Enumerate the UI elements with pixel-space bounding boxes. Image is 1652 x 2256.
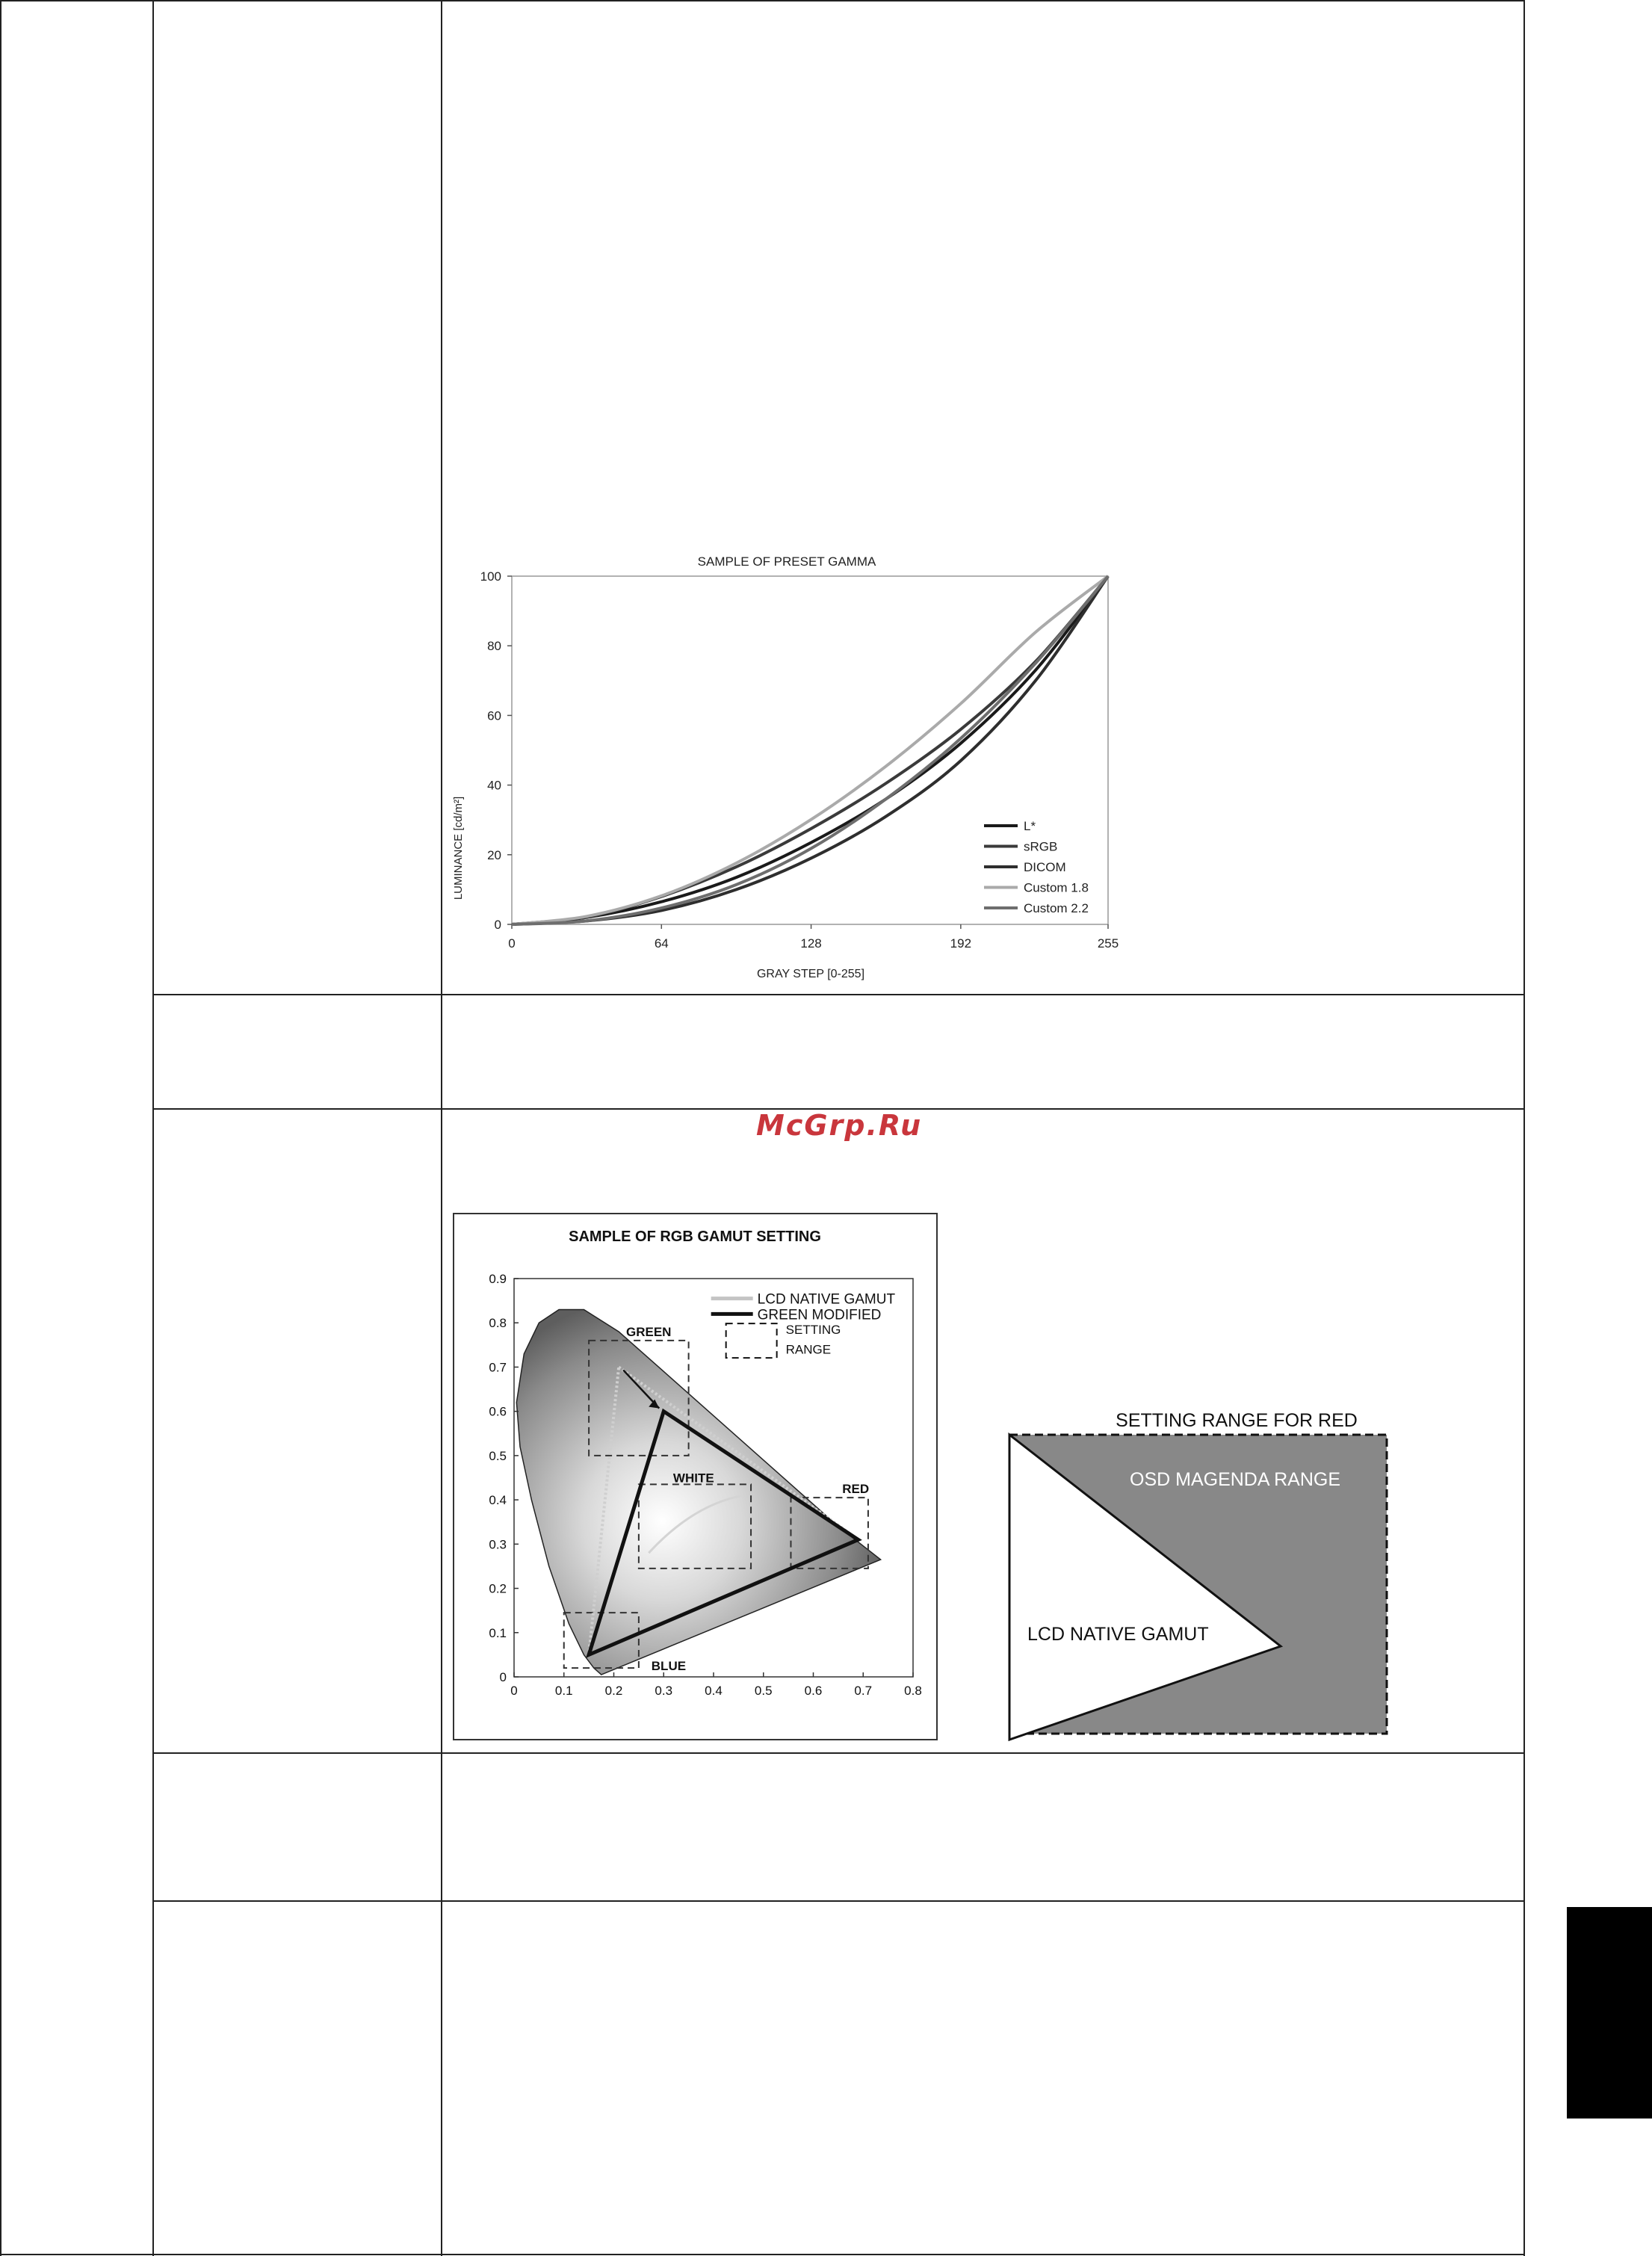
gamut-ytick-label: 0.6 <box>489 1404 507 1419</box>
gamut-ytick-label: 0.3 <box>489 1537 507 1552</box>
gamma-ytick-label: 60 <box>487 708 501 723</box>
gamut-chart <box>453 1213 938 1742</box>
gamma-legend-label: Custom 1.8 <box>1024 880 1089 895</box>
region-label: RED <box>842 1482 870 1497</box>
region-label: BLUE <box>651 1659 687 1674</box>
gamma-plot <box>480 569 1119 951</box>
gamut-legend-label: SETTING <box>785 1323 841 1338</box>
gamma-legend-label: Custom 2.2 <box>1024 901 1089 915</box>
gamma-xtick-label: 0 <box>508 936 516 951</box>
gamma-xtick-label: 128 <box>800 936 822 951</box>
gamma-xtick-label: 192 <box>950 936 972 951</box>
gamma-xtick-label: 255 <box>1097 936 1119 951</box>
gamma-xlabel: GRAY STEP [0-255] <box>756 968 865 980</box>
gamut-xtick-label: 0.3 <box>655 1684 673 1698</box>
gamma-series-line <box>512 576 1108 924</box>
lcd-native-gamut-label: LCD NATIVE GAMUT <box>1027 1624 1209 1645</box>
gamma-legend-label: L* <box>1024 819 1036 833</box>
region-label: GREEN <box>625 1324 672 1339</box>
gamma-legend-label: sRGB <box>1024 839 1058 854</box>
row-divider-1 <box>152 994 1525 995</box>
gamma-series-line <box>512 576 1108 924</box>
gamut-ytick-label: 0.9 <box>489 1272 507 1286</box>
gamma-ytick-label: 80 <box>487 639 501 654</box>
gamut-xtick-label: 0.4 <box>705 1684 723 1698</box>
gamut-ytick-label: 0.5 <box>489 1448 507 1463</box>
gamut-ytick-label: 0.2 <box>489 1581 507 1596</box>
gamut-legend-label: GREEN MODIFIED <box>757 1307 882 1323</box>
gamma-chart-title: SAMPLE OF PRESET GAMMA <box>697 554 876 569</box>
gamut-ytick-label: 0.8 <box>489 1316 507 1331</box>
osd-magenta-label: OSD MAGENDA RANGE <box>1130 1469 1340 1490</box>
gamut-xtick-label: 0.8 <box>904 1684 922 1698</box>
gamut-chart-title: SAMPLE OF RGB GAMUT SETTING <box>569 1229 821 1245</box>
gamut-xtick-label: 0.5 <box>754 1684 773 1698</box>
gamma-series-line <box>512 576 1108 924</box>
gamma-chart <box>441 546 1143 994</box>
gamma-ytick-label: 100 <box>480 569 501 584</box>
region-label: WHITE <box>672 1471 714 1486</box>
gamma-ytick-label: 0 <box>494 918 501 932</box>
frame-right-border <box>1523 0 1525 2256</box>
frame-top-border <box>0 0 1524 1</box>
watermark: McGrp.Ru <box>756 1109 923 1142</box>
gamut-legend-label: RANGE <box>785 1342 832 1357</box>
section-tab <box>1567 1907 1652 2119</box>
gamut-xtick-label: 0.1 <box>554 1684 573 1698</box>
gamut-xtick-label: 0.2 <box>604 1684 623 1698</box>
gamut-ytick-label: 0.1 <box>489 1625 507 1640</box>
gamut-xtick-label: 0 <box>510 1684 518 1698</box>
gamma-xtick-label: 64 <box>654 936 669 951</box>
red-range-diagram <box>1001 1405 1390 1745</box>
gamma-series-line <box>512 576 1108 924</box>
gamut-ytick-label: 0.4 <box>489 1493 507 1508</box>
gamma-ytick-label: 40 <box>487 778 501 793</box>
gamut-xtick-label: 0.6 <box>804 1684 823 1698</box>
gamut-legend-label: LCD NATIVE GAMUT <box>757 1291 896 1308</box>
gamma-series-line <box>512 576 1108 924</box>
column-divider-2 <box>441 0 442 2256</box>
gamma-ylabel: LUMINANCE [cd/m²] <box>452 796 465 900</box>
gamut-ytick-label: 0.7 <box>489 1360 507 1375</box>
frame-bottom-border <box>0 2254 1524 2255</box>
gamma-ytick-label: 20 <box>487 847 501 862</box>
gamma-legend-label: DICOM <box>1024 860 1066 874</box>
row-divider-4 <box>152 1900 1525 1902</box>
gamut-ytick-label: 0 <box>499 1670 507 1684</box>
gamut-xtick-label: 0.7 <box>854 1684 873 1698</box>
row-divider-3 <box>152 1752 1525 1754</box>
frame-left-border <box>0 0 1 2256</box>
red-range-title: SETTING RANGE FOR RED <box>1116 1410 1358 1431</box>
column-divider-1 <box>152 0 154 2256</box>
gamma-plot-frame <box>512 576 1108 924</box>
